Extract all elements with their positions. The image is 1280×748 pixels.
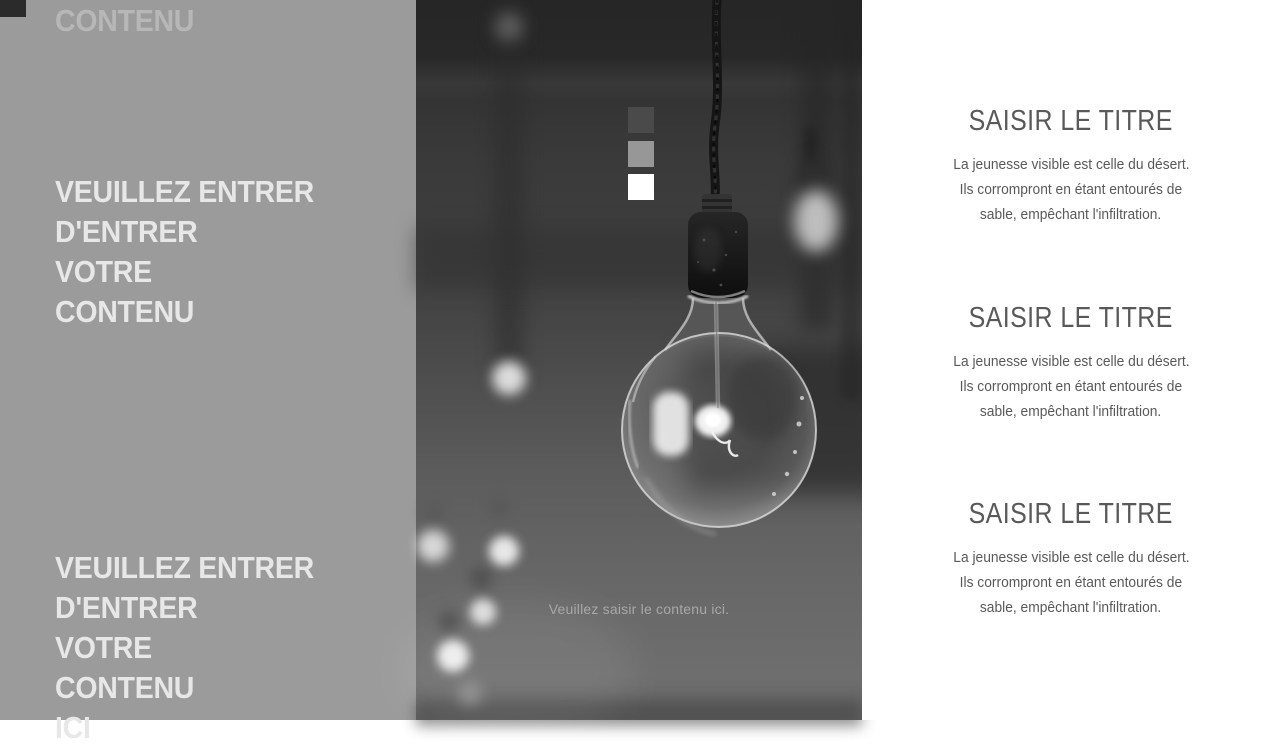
placeholder-line: VEUILLEZ ENTRER [55, 550, 314, 585]
body-line: La jeunesse visible est celle du désert. [952, 156, 1190, 173]
placeholder-line: CONTENU [55, 294, 195, 329]
body-line: La jeunesse visible est celle du désert. [952, 549, 1190, 566]
section-title[interactable]: SAISIR LE TITRE [968, 498, 1174, 530]
placeholder-line: CONTENU [55, 670, 195, 705]
section-body[interactable] [862, 152, 1280, 227]
placeholder-line-cropped: ICI [55, 710, 91, 745]
body-line: sable, empêchant l'infiltration. [980, 403, 1162, 420]
window-corner-artifact [0, 0, 26, 17]
placeholder-line: VOTRE [55, 254, 152, 289]
left-content-panel [0, 0, 416, 745]
title-body-section-1 [862, 105, 1280, 227]
placeholder-line: D'ENTRER [55, 214, 198, 249]
content-placeholder-1[interactable] [55, 172, 336, 332]
placeholder-line: D'ENTRER [55, 590, 198, 625]
image-placeholder-photo[interactable] [416, 0, 862, 720]
color-swatch-gray [628, 141, 654, 167]
body-line: Ils corrompront en étant entourés de [959, 378, 1183, 395]
section-title[interactable]: SAISIR LE TITRE [968, 302, 1174, 334]
body-line: sable, empêchant l'infiltration. [980, 599, 1162, 616]
section-body[interactable] [862, 349, 1280, 424]
color-swatch-dark-gray [628, 107, 654, 133]
photo-caption-placeholder[interactable]: Veuillez saisir le contenu ici. [548, 601, 730, 617]
body-line: Ils corrompront en étant entourés de [959, 181, 1183, 198]
section-body[interactable] [862, 545, 1280, 620]
body-line: sable, empêchant l'infiltration. [980, 206, 1162, 223]
content-placeholder-cropped-top[interactable]: CONTENU [55, 3, 195, 38]
section-title[interactable]: SAISIR LE TITRE [968, 105, 1174, 137]
placeholder-line: VOTRE [55, 630, 152, 665]
body-line: Ils corrompront en étant entourés de [959, 574, 1183, 591]
content-placeholder-2[interactable] [55, 548, 336, 748]
placeholder-line: VEUILLEZ ENTRER [55, 174, 314, 209]
title-body-section-3 [862, 498, 1280, 620]
title-body-section-2 [862, 302, 1280, 424]
body-line: La jeunesse visible est celle du désert. [952, 353, 1190, 370]
color-swatch-white [628, 174, 654, 200]
right-text-panel [862, 0, 1280, 720]
